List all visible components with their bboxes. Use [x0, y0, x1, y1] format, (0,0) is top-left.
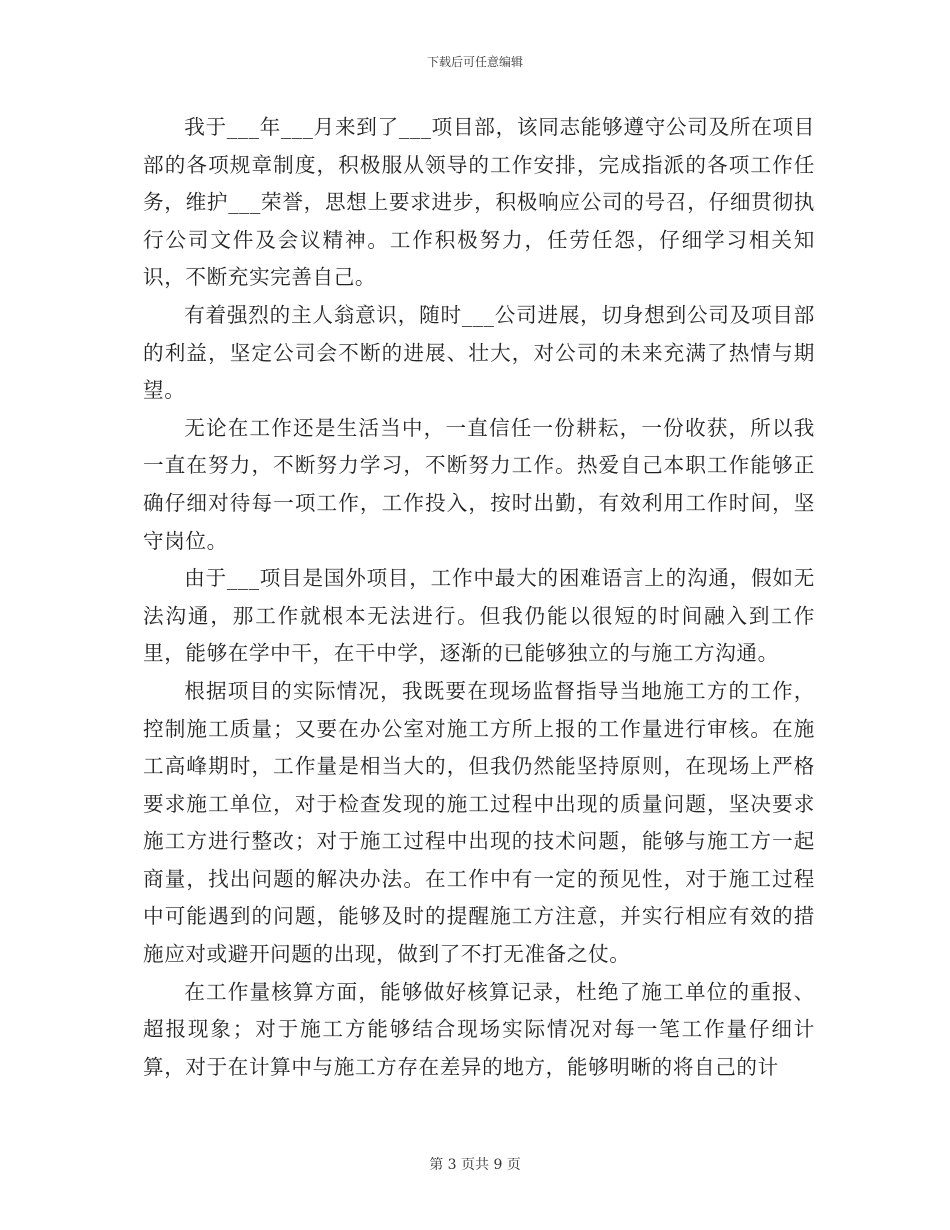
paragraph: 有着强烈的主人翁意识，随时___公司进展，切身想到公司及项目部的利益，坚定公司会不断的进展、壮大，对公司的未来充满了热情与期望。 [143, 302, 815, 403]
document-body [143, 109, 815, 1086]
page-footer: 第 3 页共 9 页 [429, 1157, 521, 1173]
paragraph: 无论在工作还是生活当中，一直信任一份耕耘，一份收获，所以我一直在努力，不断努力学习，不断努力工作。热爱自己本职工作能够正确仔细对待每一项工作，工作投入，按时出勤，有效利用工作时间，坚守岗位。 [143, 415, 815, 553]
page-header: 下载后可任意编辑 [426, 55, 523, 69]
paragraph: 我于___年___月来到了___项目部，该同志能够遵守公司及所在项目部的各项规章制度，积极服从领导的工作安排，完成指派的各项工作任务，维护___荣誉，思想上要求进步，积极响应公司的号召，仔细贯彻执行公司文件及会议精神。工作积极努力，任劳任怨，仔细学习相关知识，不断充实完善自己。 [143, 115, 815, 290]
paragraph: 根据项目的实际情况，我既要在现场监督指导当地施工方的工作，控制施工质量；又要在办公室对施工方所上报的工作量进行审核。在施工高峰期时，工作量是相当大的，但我仍然能坚持原则，在现场上严格要求施工单位，对于检查发现的施工过程中出现的质量问题，坚决要求施工方进行整改；对于施工过程中出现的技术问题，能够与施工方一起商量，找出问题的解决办法。在工作中有一定的预见性，对于施工过程中可能遇到的问题，能够及时的提醒施工方注意，并实行相应有效的措施应对或避开问题的出现，做到了不打无准备之仗。 [143, 678, 815, 967]
paragraph: 在工作量核算方面，能够做好核算记录，杜绝了施工单位的重报、超报现象；对于施工方能够结合现场实际情况对每一笔工作量仔细计算，对于在计算中与施工方存在差异的地方，能够明晰的将自己的计 [143, 979, 815, 1079]
paragraph: 由于___项目是国外项目，工作中最大的困难语言上的沟通，假如无法沟通，那工作就根本无法进行。但我仍能以很短的时间融入到工作里，能够在学中干，在干中学，逐渐的已能够独立的与施工方沟通。 [143, 566, 815, 666]
